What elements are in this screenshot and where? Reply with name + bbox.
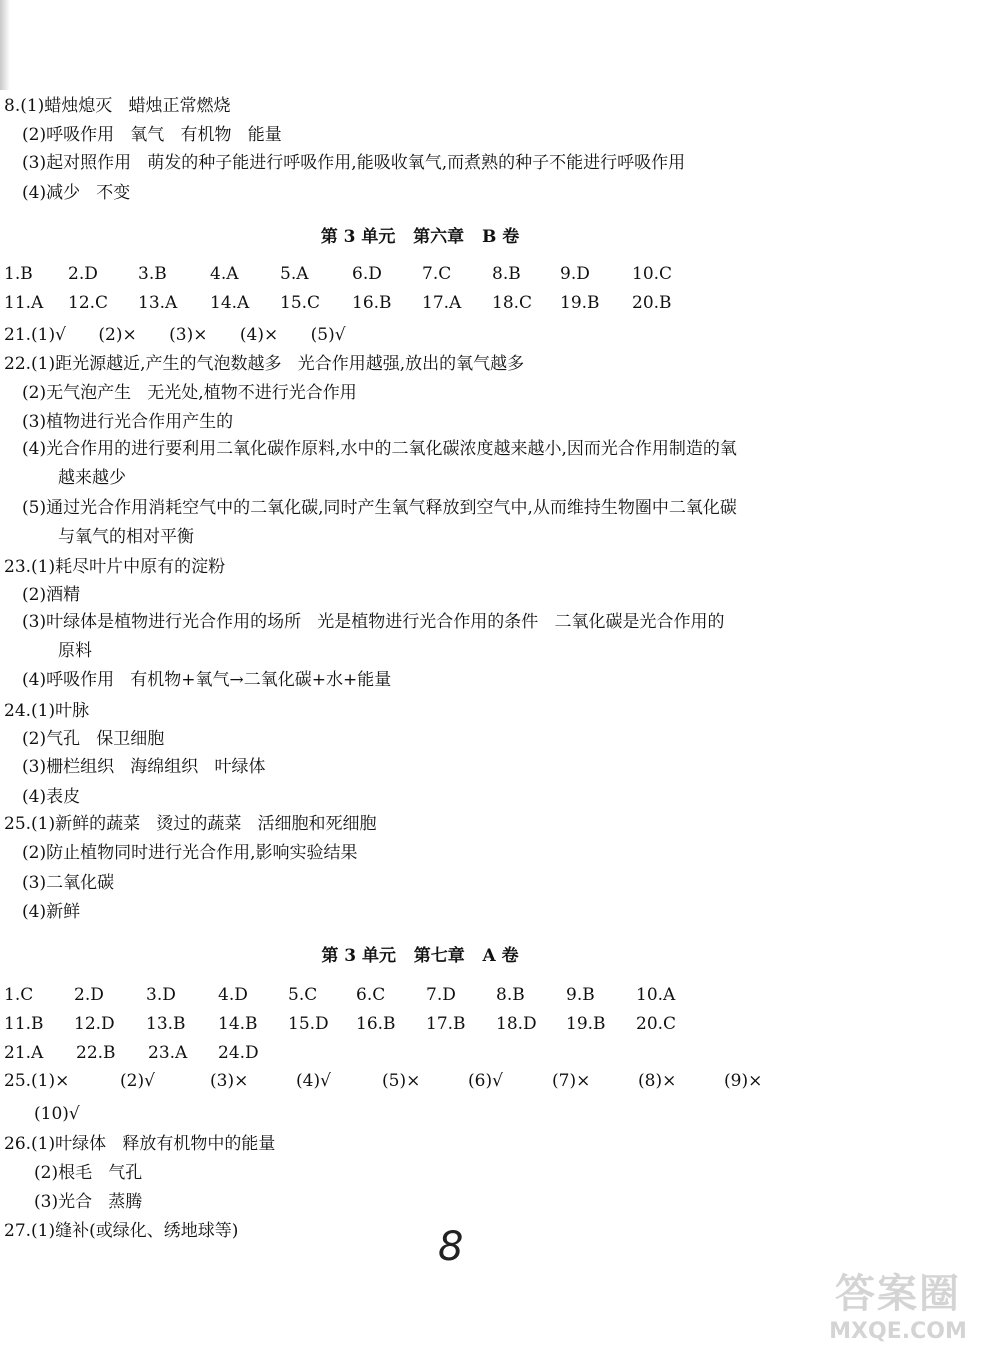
answer-item: 8.B	[492, 264, 521, 284]
q8-line-2: (2)呼吸作用 氧气 有机物 能量	[22, 125, 282, 145]
answer-item: 4.D	[218, 985, 248, 1005]
answer-item: 21.A	[4, 1043, 44, 1063]
q26-line-2: (2)根毛 气孔	[34, 1163, 143, 1183]
q8-line-4: (4)减少 不变	[22, 183, 131, 203]
answer-item: 22.B	[76, 1043, 116, 1063]
page-number-handwritten: 8	[438, 1224, 464, 1270]
answer-item: 13.A	[138, 293, 178, 313]
q8-line-3: (3)起对照作用 萌发的种子能进行呼吸作用,能吸收氧气,而煮熟的种子不能进行呼吸作用	[22, 153, 686, 173]
q24-line-4: (4)表皮	[22, 787, 81, 807]
answer-item: 7.C	[422, 264, 452, 284]
answer-item: 13.B	[146, 1014, 186, 1034]
section-title-2: 第 3 单元 第七章 A 卷	[321, 946, 519, 966]
watermark-logo	[808, 1262, 988, 1344]
answer-item: 4.A	[210, 264, 239, 284]
answer-item: 23.A	[148, 1043, 188, 1063]
answer-item: 5.A	[280, 264, 309, 284]
answer-item: (5)×	[382, 1071, 421, 1091]
answer-item: 10.C	[632, 264, 673, 284]
q27-line-1: 27.(1)缝补(或绿化、绣地球等)	[4, 1221, 239, 1241]
answer-item: 17.B	[426, 1014, 466, 1034]
q26-line-3: (3)光合 蒸腾	[34, 1192, 143, 1212]
q22-line-4: (4)光合作用的进行要利用二氧化碳作原料,水中的二氧化碳浓度越来越小,因而光合作用制造的氧	[22, 439, 737, 459]
answer-item: 1.B	[4, 264, 33, 284]
answer-item: 9.D	[560, 264, 590, 284]
q23-line-2: (2)酒精	[22, 585, 81, 605]
answer-item: 7.D	[426, 985, 456, 1005]
q23-line-4: 原料	[58, 641, 92, 661]
answer-item: 3.D	[146, 985, 176, 1005]
q22-line-5: 越来越少	[58, 468, 126, 488]
answer-item: 11.A	[4, 293, 44, 313]
answer-item: 1.C	[4, 985, 34, 1005]
answer-item: 9.B	[566, 985, 595, 1005]
answer-item: 19.B	[566, 1014, 606, 1034]
q22-line-6: (5)通过光合作用消耗空气中的二氧化碳,同时产生氧气释放到空气中,从而维持生物圈中二氧化碳	[22, 498, 737, 518]
answer-item: 14.B	[218, 1014, 258, 1034]
q23-line-3: (3)叶绿体是植物进行光合作用的场所 光是植物进行光合作用的条件 二氧化碳是光合作用的	[22, 612, 725, 632]
answer-item: 6.C	[356, 985, 386, 1005]
answer-item: 16.B	[352, 293, 392, 313]
answer-item: (9)×	[724, 1071, 763, 1091]
q25-line-4: (4)新鲜	[22, 902, 81, 922]
answer-item: 5.C	[288, 985, 318, 1005]
q22-line-1: 22.(1)距光源越近,产生的气泡数越多 光合作用越强,放出的氧气越多	[4, 354, 525, 374]
answer-item: 15.C	[280, 293, 321, 313]
answer-item: 11.B	[4, 1014, 44, 1034]
q25-line-3: (3)二氧化碳	[22, 873, 115, 893]
answer-item: 17.A	[422, 293, 462, 313]
watermark-text: 答案圈	[835, 1271, 961, 1317]
answer-item: (6)√	[468, 1071, 503, 1091]
q8-line-1: 8.(1)蜡烛熄灭 蜡烛正常燃烧	[4, 96, 231, 116]
answer-item: (4)√	[296, 1071, 331, 1091]
answer-item: 2.D	[74, 985, 104, 1005]
q23-line-5: (4)呼吸作用 有机物+氧气→二氧化碳+水+能量	[22, 670, 392, 690]
answer-item: 24.D	[218, 1043, 259, 1063]
answer-item: 6.D	[352, 264, 382, 284]
answer-item: (3)×	[210, 1071, 249, 1091]
q26-line-1: 26.(1)叶绿体 释放有机物中的能量	[4, 1134, 276, 1154]
answer-item: (2)√	[120, 1071, 155, 1091]
scan-edge	[0, 0, 10, 90]
q22-line-3: (3)植物进行光合作用产生的	[22, 412, 234, 432]
q25-line-1: 25.(1)新鲜的蔬菜 烫过的蔬菜 活细胞和死细胞	[4, 814, 377, 834]
answer-item: 18.C	[492, 293, 533, 313]
section-title-1: 第 3 单元 第六章 B 卷	[320, 227, 520, 247]
q24-line-1: 24.(1)叶脉	[4, 701, 90, 721]
answer-item: 19.B	[560, 293, 600, 313]
answer-item: 25.(1)×	[4, 1071, 70, 1091]
q24-line-3: (3)栅栏组织 海绵组织 叶绿体	[22, 757, 266, 777]
answer-item: 10.A	[636, 985, 676, 1005]
answer-item: (7)×	[552, 1071, 591, 1091]
answer-item: 14.A	[210, 293, 250, 313]
answer-item: 16.B	[356, 1014, 396, 1034]
q24-line-2: (2)气孔 保卫细胞	[22, 729, 165, 749]
answer-item: 3.B	[138, 264, 167, 284]
q23-line-1: 23.(1)耗尽叶片中原有的淀粉	[4, 557, 226, 577]
answer-item: 20.C	[636, 1014, 677, 1034]
answer-item: 2.D	[68, 264, 98, 284]
answer-item: 20.B	[632, 293, 672, 313]
answer-item: 12.D	[74, 1014, 115, 1034]
answer-item: 8.B	[496, 985, 525, 1005]
q25-line-2: (2)防止植物同时进行光合作用,影响实验结果	[22, 843, 358, 863]
watermark-url: MXQE.COM	[829, 1319, 967, 1344]
q21-line: 21.(1)√ (2)× (3)× (4)× (5)√	[4, 325, 346, 345]
q22-line-7: 与氧气的相对平衡	[58, 527, 194, 547]
q25-continuation: (10)√	[34, 1104, 80, 1124]
answer-item: (8)×	[638, 1071, 677, 1091]
answer-item: 18.D	[496, 1014, 537, 1034]
answer-item: 15.D	[288, 1014, 329, 1034]
answer-item: 12.C	[68, 293, 109, 313]
q22-line-2: (2)无气泡产生 无光处,植物不进行光合作用	[22, 383, 357, 403]
